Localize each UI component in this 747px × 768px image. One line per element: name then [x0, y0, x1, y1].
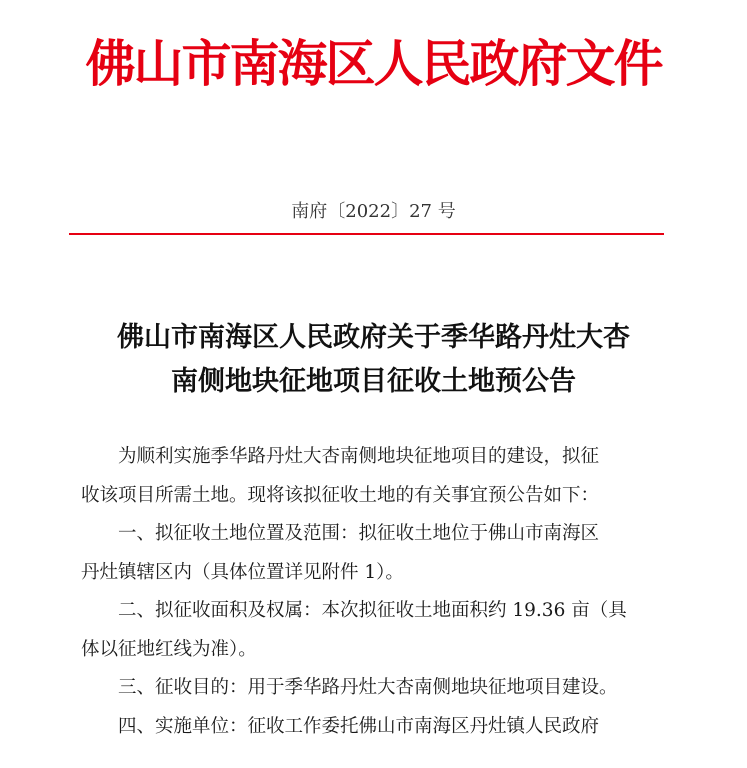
red-divider-line — [69, 233, 664, 235]
document-body — [81, 438, 671, 746]
document-number: 南府〔2022〕27 号 — [291, 201, 456, 222]
document-title — [0, 316, 747, 404]
paragraph-4-line-1: 三、征收目的：用于季华路丹灶大杏南侧地块征地项目建设。 — [118, 677, 618, 698]
document-title-line-2: 南侧地块征地项目征收土地预公告 — [171, 366, 576, 397]
paragraph-1-line-1: 为顺利实施季华路丹灶大杏南侧地块征地项目的建设，拟征 — [118, 446, 600, 467]
paragraph-3-line-1: 二、拟征收面积及权属：本次拟征收土地面积约 19.36 亩（具 — [118, 600, 627, 621]
paragraph-2-line-1: 一、拟征收土地位置及范围：拟征收土地位于佛山市南海区 — [118, 523, 600, 544]
paragraph-2-line-2: 丹灶镇辖区内（具体位置详见附件 1）。 — [81, 561, 404, 583]
paragraph-1-line-2: 收该项目所需土地。现将该拟征收土地的有关事宜预公告如下： — [81, 484, 600, 506]
paragraph-3-line-2: 体以征地红线为准）。 — [81, 638, 257, 660]
paragraph-5-line-1: 四、实施单位：征收工作委托佛山市南海区丹灶镇人民政府 — [118, 715, 600, 737]
masthead-title: 佛山市南海区人民政府文件 — [85, 35, 662, 93]
document-title-line-1: 佛山市南海区人民政府关于季华路丹灶大杏 — [117, 322, 630, 353]
